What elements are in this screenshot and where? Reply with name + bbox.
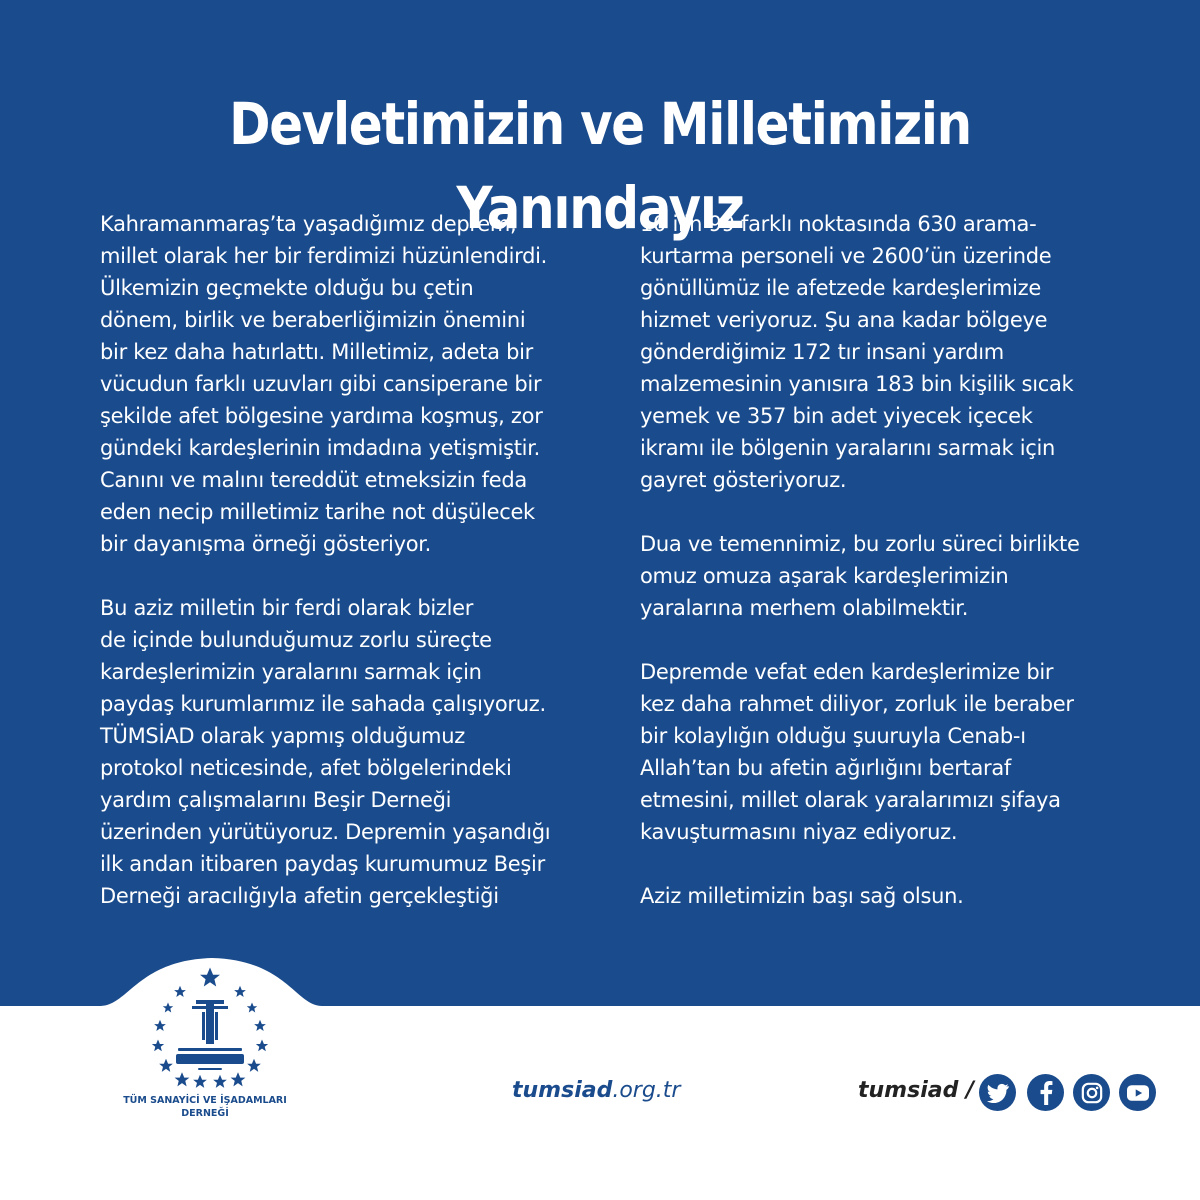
youtube-icon[interactable]	[1119, 1074, 1156, 1111]
logo-caption: TÜM SANAYİCİ VE İŞADAMLARI DERNEĞİ	[123, 1095, 287, 1119]
instagram-icon[interactable]	[1073, 1074, 1110, 1111]
website-tld: .org.tr	[612, 1078, 681, 1103]
paragraph: Kahramanmaraş’ta yaşadığımız deprem, millet olarak her bir ferdimizi hüzünlendirdi. Ülkemizin geçmekte olduğu bu çetin dönem, birlik ve beraberliğimizin önemini bir kez daha hatırlattı. Milletimiz, adeta bir vücudun farklı uzuvları gibi cansiperane bir şekilde afet bölgesine yardıma koşmuş, zor gündeki kardeşlerinin imdadına yetişmiştir. Canını ve malını tereddüt etmeksizin feda eden necip milletimiz tarihe not düşülecek bir dayanışma örneği gösteriyor.	[100, 212, 548, 556]
paragraph: Dua ve temennimiz, bu zorlu süreci birlikte omuz omuza aşarak kardeşlerimizin yaralarına merhem olabilmektir.	[640, 532, 1080, 620]
paragraph: 10 ilin 99 farklı noktasında 630 arama- kurtarma personeli ve 2600’ün üzerinde gönüllümüz ile afetzede kardeşlerimize hizmet veriyoruz. Şu ana kadar bölgeye gönderdiğimiz 172 tır insani yardım malzemesinin yanısıra 183 bin kişilik sıcak yemek ve 357 bin adet yiyecek içecek ikramı ile bölgenin yaralarını sarmak için gayret gösteriyoruz.	[640, 212, 1074, 492]
left-column	[100, 208, 600, 944]
right-column	[640, 208, 1140, 944]
twitter-icon[interactable]	[979, 1074, 1016, 1111]
website-link[interactable]	[512, 1078, 680, 1103]
facebook-icon[interactable]	[1027, 1074, 1064, 1111]
paragraph: Bu aziz milletin bir ferdi olarak bizler de içinde bulunduğumuz zorlu süreçte kardeşlerimizin yaralarını sarmak için paydaş kurumlarımız ile sahada çalışıyoruz. TÜMSİAD olarak yapmış olduğumuz protokol neticesinde, afet bölgelerindeki yardım çalışmalarını Beşir Derneği üzerinden yürütüyoruz. Depremin yaşandığı ilk andan itibaren paydaş kurumumuz Beşir Derneği aracılığıyla afetin gerçekleştiği	[100, 596, 551, 908]
paragraph: Aziz milletimizin başı sağ olsun.	[640, 884, 964, 908]
paragraph: Depremde vefat eden kardeşlerimize bir kez daha rahmet diliyor, zorluk ile beraber bir kolaylığın olduğu şuuruyla Cenab-ı Allah’tan bu afetin ağırlığını bertaraf etmesini, millet olarak yaralarımızı şifaya kavuşturmasını niyaz ediyoruz.	[640, 660, 1074, 844]
website-domain: tumsiad	[512, 1078, 613, 1103]
headline: Devletimizin ve Milletimizin Yanındayız	[229, 90, 971, 242]
social-handle: tumsiad /	[858, 1078, 975, 1103]
